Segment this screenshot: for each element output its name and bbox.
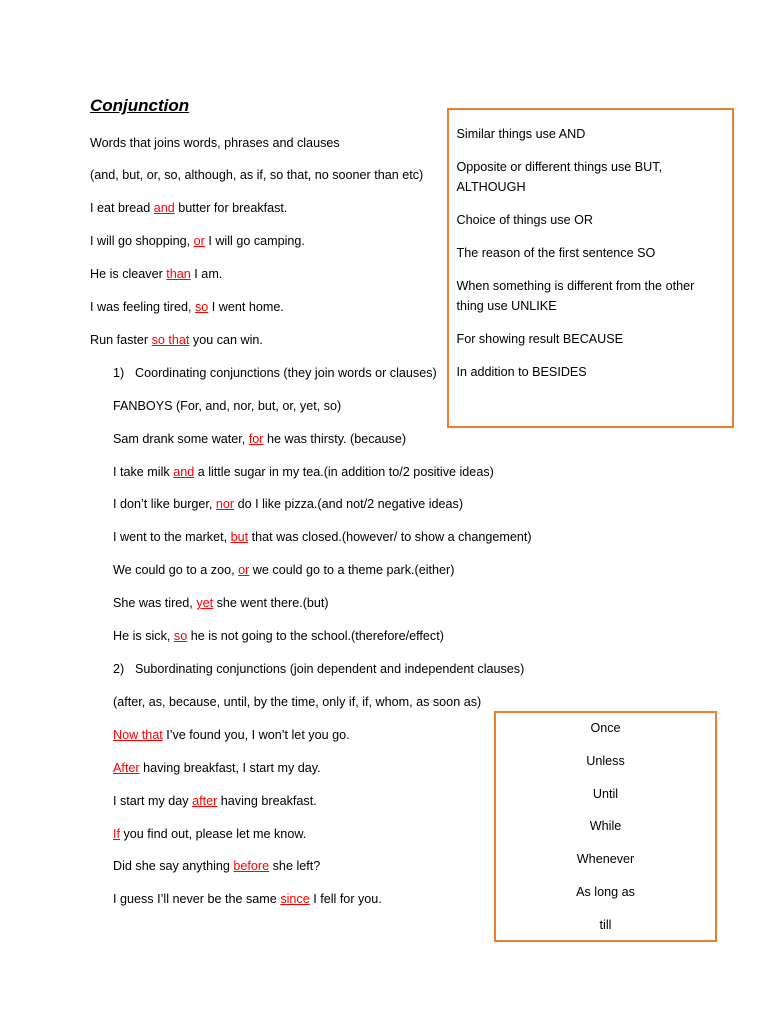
subordinating-conjunction: Whenever (576, 852, 635, 867)
sentence-text: I will go camping. (204, 234, 305, 249)
highlighted-conjunction: yet (196, 596, 214, 611)
sentence-text: she went there.(but) (213, 596, 329, 611)
sentence-text: Run faster (90, 332, 152, 347)
sentence-text: I don’t like burger, (113, 497, 216, 512)
highlighted-conjunction: After (113, 760, 140, 775)
sentence-text: I’ve found you, I won’t let you go. (162, 727, 350, 742)
usage-rule: Choice of things use OR (456, 212, 594, 227)
sentence-text: We could go to a zoo, (113, 563, 239, 578)
sentence-text: I went to the market, (113, 530, 231, 545)
sentence-text: do I like pizza.(and not/2 negative ideas) (234, 497, 464, 512)
example-sentence (90, 818, 532, 851)
sentence-text: I guess I’ll never be the same (113, 892, 281, 907)
example-sentence (90, 521, 532, 554)
highlighted-conjunction: or (193, 234, 205, 249)
highlighted-conjunction: or (238, 563, 250, 578)
example-sentence (90, 850, 532, 883)
sentence-text: She was tired, (113, 596, 197, 611)
example-sentence (90, 719, 532, 752)
subordinating-conjunction: Once (590, 721, 621, 735)
section-list: (after, as, because, until, by the time, only if, if, whom, as soon as) (113, 694, 482, 709)
highlighted-conjunction: after (192, 793, 218, 808)
sentence-text: having breakfast, I start my day. (139, 760, 321, 775)
sentence-text: that was closed.(however/ to show a changement) (248, 530, 532, 545)
usage-rule: Opposite or different things use BUT, ALTHOUGH (456, 159, 663, 194)
highlighted-conjunction: Now that (113, 727, 163, 742)
sentence-text: you can win. (189, 332, 263, 347)
section-list: FANBOYS (For, and, nor, but, or, yet, so) (113, 398, 342, 413)
sentence-text: I was feeling tired, (90, 300, 195, 315)
section-number: 1) (113, 365, 125, 380)
sentence-text: Sam drank some water, (113, 431, 249, 446)
sentence-text: He is cleaver (90, 267, 167, 282)
usage-rule: When something is different from the other thing use UNLIKE (456, 278, 695, 313)
section-heading-line (90, 653, 532, 686)
usage-rule: The reason of the first sentence SO (456, 245, 656, 260)
section-number: 2) (113, 662, 125, 676)
definition-text: Words that joins words, phrases and clauses (90, 135, 340, 150)
sentence-text: he is not going to the school.(therefore/effect) (187, 629, 444, 644)
page-title: Conjunction (90, 96, 190, 115)
sentence-text: I am. (190, 267, 223, 282)
example-sentence (90, 620, 532, 653)
subordinating-conjunction: Until (592, 786, 619, 801)
usage-rule: For showing result BECAUSE (456, 331, 624, 346)
highlighted-conjunction: so (173, 629, 188, 644)
highlighted-conjunction: since (280, 892, 310, 907)
usage-rule: In addition to BESIDES (456, 364, 587, 379)
usage-list (457, 124, 733, 382)
sentence-text: I fell for you. (309, 892, 382, 907)
example-sentence (90, 752, 532, 785)
usage-rule: Similar things use AND (456, 126, 586, 141)
subordinating-conjunction: While (589, 819, 622, 834)
sentence-text: having breakfast. (217, 793, 317, 808)
conjunction-examples-text: (and, but, or, so, although, as if, so that, no sooner than etc) (90, 168, 424, 183)
sentence-text: butter for breakfast. (174, 201, 288, 216)
section-heading: Subordinating conjunctions (join dependent and independent clauses) (135, 662, 525, 676)
example-sentence (90, 883, 532, 916)
subordinating-list (496, 712, 715, 942)
sentence-text: I take milk (113, 464, 174, 479)
highlighted-conjunction: so (195, 300, 209, 315)
sentence-text: he was thirsty. (because) (263, 431, 407, 446)
example-sentence (90, 554, 532, 587)
subordinating-conjunction: Unless (586, 753, 625, 768)
subordinating-box (494, 711, 717, 942)
highlighted-conjunction: than (166, 267, 191, 282)
highlighted-conjunction: before (233, 859, 270, 874)
sentence-text: I will go shopping, (90, 234, 194, 249)
example-sentence (90, 785, 532, 818)
section-heading: Coordinating conjunctions (they join words or clauses) (135, 365, 437, 380)
example-sentence (90, 488, 532, 521)
highlighted-conjunction: and (173, 464, 195, 479)
highlighted-conjunction: and (153, 201, 175, 216)
highlighted-conjunction: nor (215, 497, 235, 512)
sentence-text: Did she say anything (113, 859, 234, 874)
usage-box (447, 108, 734, 428)
highlighted-conjunction: so that (151, 332, 190, 347)
sentence-text: you find out, please let me know. (120, 826, 307, 841)
sentence-text: I went home. (208, 300, 284, 315)
subordinating-conjunction: As long as (576, 884, 635, 899)
highlighted-conjunction: for (248, 431, 264, 446)
example-sentence (90, 456, 532, 489)
sentence-text: He is sick, (113, 629, 174, 644)
sentence-text: I start my day (113, 793, 193, 808)
sentence-text: she left? (269, 859, 321, 874)
subordinating-conjunction: till (599, 917, 612, 932)
highlighted-conjunction: If (113, 826, 120, 841)
sentence-text: we could go to a theme park.(either) (249, 563, 455, 578)
highlighted-conjunction: but (230, 530, 249, 545)
sentence-text: I eat bread (90, 201, 154, 216)
example-sentence (90, 587, 532, 620)
sentence-text: a little sugar in my tea.(in addition to/2 positive ideas) (194, 464, 494, 479)
